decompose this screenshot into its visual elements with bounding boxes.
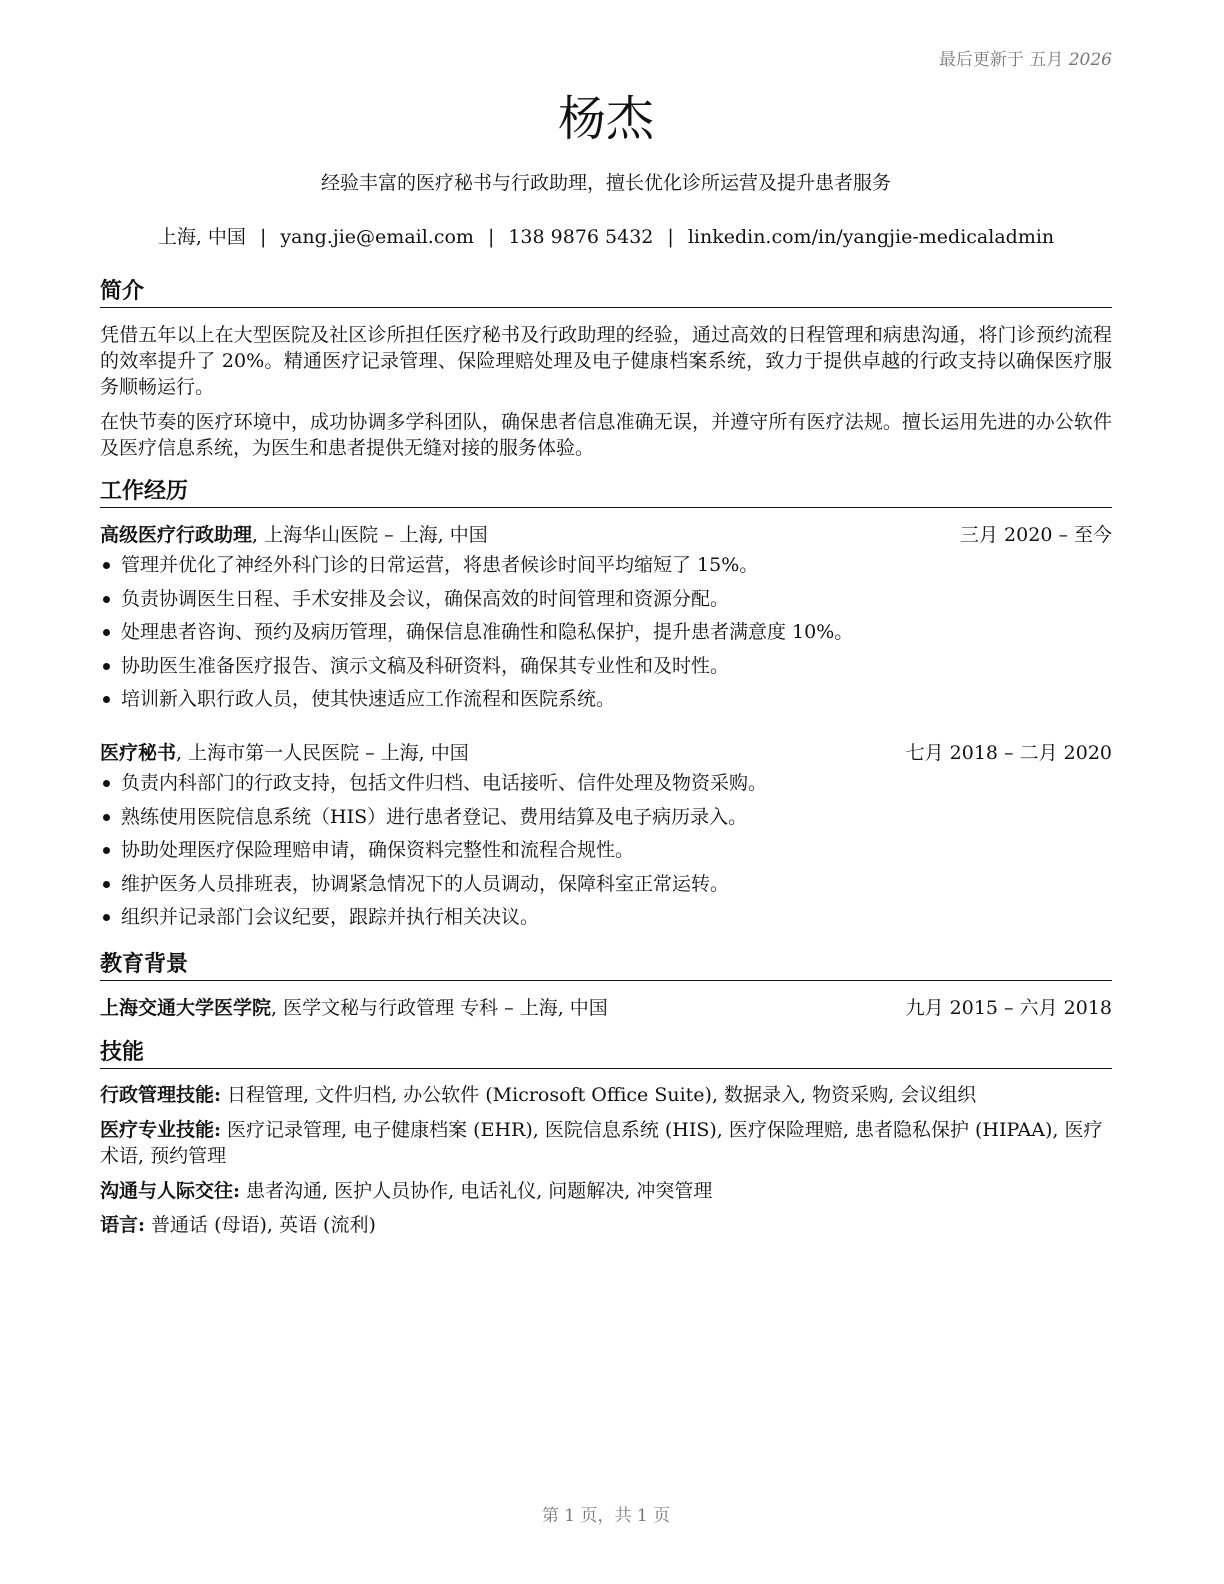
list-item: 协助医生准备医疗报告、演示文稿及科研资料，确保其专业性和及时性。 [100, 653, 1112, 679]
contact-location: 上海, 中国 [157, 226, 246, 248]
candidate-name: 杨杰 [557, 91, 654, 147]
last-updated-prefix: 最后更新于 五月 [938, 50, 1064, 70]
education-line [100, 995, 608, 1021]
last-updated-year: 2026 [1068, 50, 1112, 70]
job-org: , 上海华山医院 – 上海, 中国 [252, 524, 488, 546]
job-header [100, 740, 1112, 766]
summary-paragraph: 在快节奏的医疗环境中，成功协调多学科团队，确保患者信息准确无误，并遵守所有医疗法规。擅长运用先进的办公软件及医疗信息系统，为医生和患者提供无缝对接的服务体验。 [100, 411, 1112, 459]
job-entry [100, 740, 1112, 938]
list-item: 负责内科部门的行政支持，包括文件归档、电话接听、信件处理及物资采购。 [100, 770, 1112, 796]
job-bullets [100, 552, 1112, 712]
last-updated [939, 45, 1112, 70]
list-item: 培训新入职行政人员，使其快速适应工作流程和医院系统。 [100, 686, 1112, 712]
list-item: 管理并优化了神经外科门诊的日常运营，将患者候诊时间平均缩短了 15%。 [100, 552, 1112, 578]
skill-value: 日程管理, 文件归档, 办公软件 (Microsoft Office Suite), 数据录入, 物资采购, 会议组织 [221, 1084, 977, 1106]
list-item: 协助处理医疗保险理赔申请，确保资料完整性和流程合规性。 [100, 837, 1112, 863]
job-dates: 七月 2018 – 二月 2020 [905, 742, 1112, 764]
skill-label: 医疗专业技能: [100, 1119, 222, 1141]
list-item: 维护医务人员排班表，协调紧急情况下的人员调动，保障科室正常运转。 [100, 871, 1112, 897]
skill-label: 沟通与人际交往: [100, 1180, 241, 1202]
summary-paragraph: 凭借五年以上在大型医院及社区诊所担任医疗秘书及行政助理的经验，通过高效的日程管理和病患沟通，将门诊预约流程的效率提升了 20%。精通医疗记录管理、保险理赔处理及电子健康档案系统，致力于提供卓越的行政支持以确保医疗服务顺畅运行。 [100, 324, 1112, 398]
contact-email[interactable]: yang.jie@email.com [280, 226, 474, 248]
list-item: 组织并记录部门会议纪要，跟踪并执行相关决议。 [100, 904, 1112, 930]
education-dates: 九月 2015 – 六月 2018 [905, 997, 1112, 1019]
skill-line [100, 1082, 1112, 1108]
contact-linkedin[interactable]: linkedin.com/in/yangjie-medicaladmin [687, 226, 1055, 248]
education-header [100, 995, 1112, 1021]
headline: 经验丰富的医疗秘书与行政助理，擅长优化诊所运营及提升患者服务 [320, 172, 891, 194]
contact-separator: | [667, 226, 674, 248]
job-bullets [100, 770, 1112, 930]
education-school: 上海交通大学医学院 [100, 997, 272, 1019]
job-org: , 上海市第一人民医院 – 上海, 中国 [176, 742, 469, 764]
skill-line [100, 1178, 1112, 1204]
list-item: 熟练使用医院信息系统（HIS）进行患者登记、费用结算及电子病历录入。 [100, 804, 1112, 830]
contact-separator: | [487, 226, 495, 248]
section-title-skills: 技能 [100, 1039, 1112, 1069]
section-title-education: 教育背景 [100, 951, 1112, 981]
contact-separator: | [259, 226, 267, 248]
job-title-line [100, 522, 488, 548]
skill-line [100, 1212, 1112, 1238]
contact-phone: 138 9876 5432 [508, 226, 654, 248]
skill-label: 行政管理技能: [100, 1084, 222, 1106]
skill-label: 语言: [100, 1214, 146, 1236]
section-title-experience: 工作经历 [100, 478, 1112, 508]
job-entry [100, 522, 1112, 720]
education-detail: , 医学文秘与行政管理 专科 – 上海, 中国 [271, 997, 608, 1019]
job-header [100, 522, 1112, 548]
contact-line [100, 224, 1112, 250]
page-footer: 第 1 页，共 1 页 [541, 1506, 671, 1526]
skill-value: 普通话 (母语), 英语 (流利) [145, 1214, 376, 1236]
job-title-line [100, 740, 469, 766]
section-title-summary: 简介 [100, 278, 1112, 308]
skill-line [100, 1117, 1112, 1169]
job-dates: 三月 2020 – 至今 [960, 524, 1112, 546]
skill-value: 医疗记录管理, 电子健康档案 (EHR), 医院信息系统 (HIS), 医疗保险理赔, 患者隐私保护 (HIPAA), 医疗术语, 预约管理 [100, 1119, 1103, 1167]
education-entry [100, 995, 1112, 1021]
list-item: 处理患者咨询、预约及病历管理，确保信息准确性和隐私保护，提升患者满意度 10%。 [100, 619, 1112, 645]
job-role: 医疗秘书 [100, 742, 177, 764]
job-role: 高级医疗行政助理 [100, 524, 253, 546]
list-item: 负责协调医生日程、手术安排及会议，确保高效的时间管理和资源分配。 [100, 586, 1112, 612]
skill-value: 患者沟通, 医护人员协作, 电话礼仪, 问题解决, 冲突管理 [240, 1180, 713, 1202]
resume-page [100, 0, 1112, 1584]
